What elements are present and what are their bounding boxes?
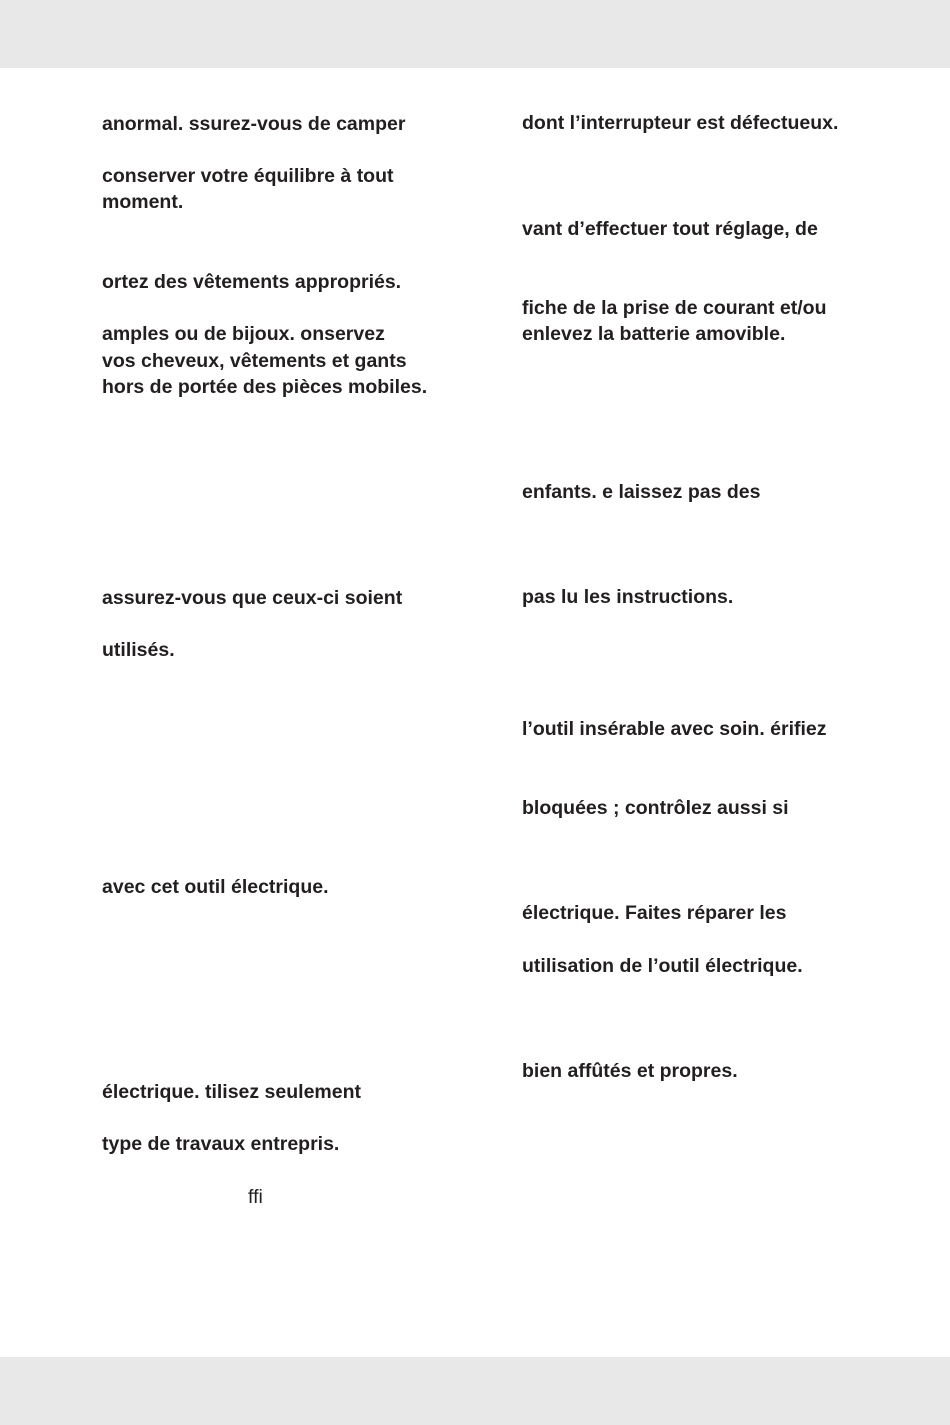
text-line: anormal. ssurez-vous de camper: [102, 113, 406, 135]
text-line: conserver votre équilibre à tout: [102, 165, 394, 187]
text-line: pas lu les instructions.: [522, 586, 734, 608]
text-line: enfants. e laissez pas des: [522, 481, 761, 503]
text-fragment: ffi: [248, 1186, 263, 1208]
text-line: électrique. tilisez seulement: [102, 1081, 362, 1103]
text-line: type de travaux entrepris.: [102, 1133, 340, 1155]
text-line: moment.: [102, 191, 184, 213]
text-line: avec cet outil électrique.: [102, 876, 329, 898]
text-line: bloquées ; contrôlez aussi si: [522, 797, 789, 819]
text-line: bien affûtés et propres.: [522, 1060, 738, 1082]
text-line: amples ou de bijoux. onservez: [102, 323, 385, 345]
text-line: utilisation de l’outil électrique.: [522, 955, 803, 977]
bottom-band: [0, 1357, 950, 1425]
text-line: assurez-vous que ceux-ci soient: [102, 587, 403, 609]
text-line: utilisés.: [102, 639, 175, 661]
text-line: vant d’effectuer tout réglage, de: [522, 218, 818, 240]
top-band: [0, 0, 950, 68]
text-line: fiche de la prise de courant et/ou: [522, 297, 827, 319]
text-line: l’outil insérable avec soin. érifiez: [522, 718, 827, 740]
text-line: hors de portée des pièces mobiles.: [102, 376, 428, 398]
text-line: vos cheveux, vêtements et gants: [102, 350, 407, 372]
text-line: enlevez la batterie amovible.: [522, 323, 786, 345]
text-line: ortez des vêtements appropriés.: [102, 271, 402, 293]
text-line: électrique. Faites réparer les: [522, 902, 787, 924]
text-line: dont l’interrupteur est défectueux.: [522, 112, 839, 134]
